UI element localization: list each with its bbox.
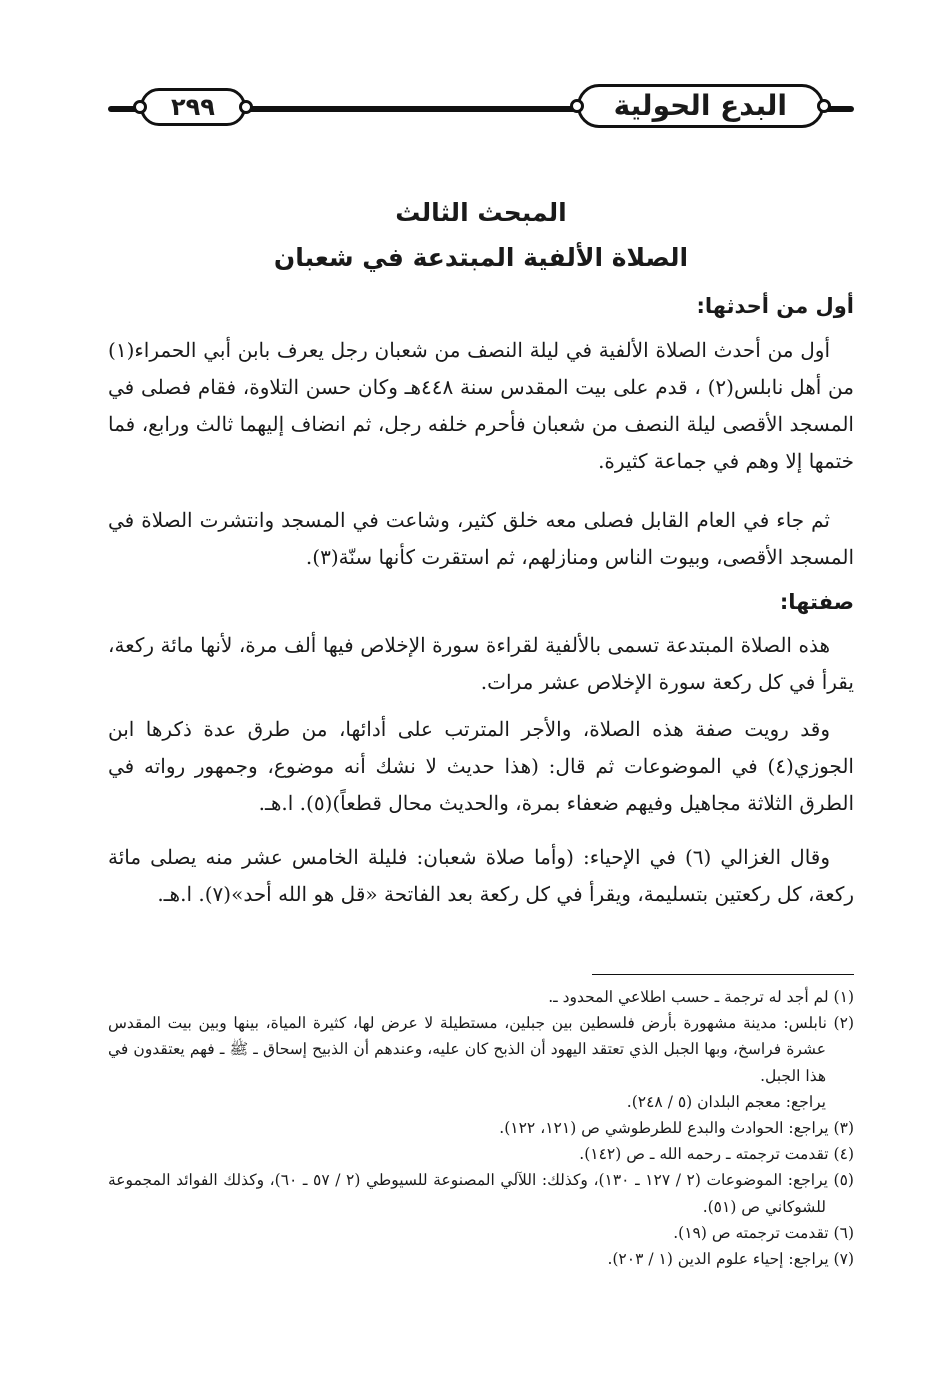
footnote: (٦) تقدمت ترجمته ص (١٩).	[673, 1223, 854, 1242]
section-heading: أول من أحدثها:	[696, 294, 854, 318]
body-paragraph: وقد رويت صفة هذه الصلاة، والأجر المترتب على أدائها، من طرق عدة ذكرها ابن الجوزي(٤) في الموضوعات ثم قال: (هذا حديث لا نشك أنه موضوع، وجمهور رواته في الطرق الثلاثة مجاهيل وفيهم ضعفاء بمرة، والحديث محال قطعاً)(٥). ا.هـ.	[108, 717, 854, 815]
body-paragraph: أول من أحدث الصلاة الألفية في ليلة النصف من شعبان رجل يعرف بابن أبي الحمراء(١) من أهل نابلس(٢) ، قدم على بيت المقدس سنة ٤٤٨هـ وكان حسن التلاوة، فقام فصلى في المسجد الأقصى ليلة النصف من شعبان فأحرم خلفه رجل، ثم انضاف إليهما ثالث ورابع، فما ختمها إلا وهم في جماعة كثيرة.	[108, 338, 854, 473]
footnotes	[108, 984, 854, 1272]
book-title: البدع الحولية	[613, 89, 787, 122]
cartouche-ornament	[817, 99, 831, 113]
footnote-reference: يراجع: معجم البلدان (٥ / ٢٤٨).	[626, 1092, 826, 1111]
footnote: (٥) يراجع: الموضوعات (٢ / ١٢٧ ـ ١٣٠)، وكذلك: اللآلي المصنوعة للسيوطي (٢ / ٥٧ ـ ٦٠)، وكذلك الفوائد المجموعة للشوكاني ص (٥١).	[108, 1171, 854, 1216]
body-paragraph: ثم جاء في العام القابل فصلى معه خلق كثير، وشاعت في المسجد وانتشرت الصلاة في المسجد الأقصى، وبيوت الناس ومنازلهم، ثم استقرت كأنها سنّة(٣).	[108, 508, 854, 569]
cartouche-ornament	[133, 100, 147, 114]
footnote: (٤) تقدمت ترجمته ـ رحمه الله ـ ص (١٤٢).	[579, 1145, 854, 1164]
footnote-separator	[592, 974, 854, 975]
chapter-title: الصلاة الألفية المبتدعة في شعبان	[273, 243, 689, 272]
page-number-cartouche	[140, 88, 246, 126]
book-title-cartouche	[577, 84, 824, 128]
section-heading: صفتها:	[779, 590, 854, 614]
cartouche-ornament	[570, 99, 584, 113]
page-number: ٢٩٩	[171, 93, 215, 121]
body-paragraph: وقال الغزالي (٦) في الإحياء: (وأما صلاة شعبان: فليلة الخامس عشر منه يصلى مائة ركعة، كل ركعتين بتسليمة، ويقرأ في كل ركعة بعد الفاتحة «قل هو الله أحد»(٧). ا.هـ.	[108, 845, 854, 906]
footnote: (١) لم أجد له ترجمة ـ حسب اطلاعي المحدود ـ.	[548, 988, 854, 1006]
footnote: (٧) يراجع: إحياء علوم الدين (١ / ٢٠٣).	[607, 1250, 854, 1269]
footnote: (٣) يراجع: الحوادث والبدع للطرطوشي ص (١٢١، ١٢٢).	[499, 1119, 854, 1138]
footnote: (٢) نابلس: مدينة مشهورة بأرض فلسطين بين جبلين، مستطيلة لا عرض لها، كثيرة المياة، بينها وبين بيت المقدس عشرة فراسخ، وبها الجبل الذي تعتقد اليهود أن الذبح كان عليه، وعندهم أن الذبيح إسحاق ـ ﷺ ـ فهم يعتقدون في هذا الجبل.	[108, 1014, 854, 1085]
running-header	[108, 84, 854, 134]
cartouche-ornament	[239, 100, 253, 114]
body-paragraph: هذه الصلاة المبتدعة تسمى بالألفية لقراءة سورة الإخلاص فيها ألف مرة، لأنها مائة ركعة، يقرأ في كل ركعة سورة الإخلاص عشر مرات.	[108, 633, 854, 694]
chapter-label: المبحث الثالث	[395, 198, 567, 227]
